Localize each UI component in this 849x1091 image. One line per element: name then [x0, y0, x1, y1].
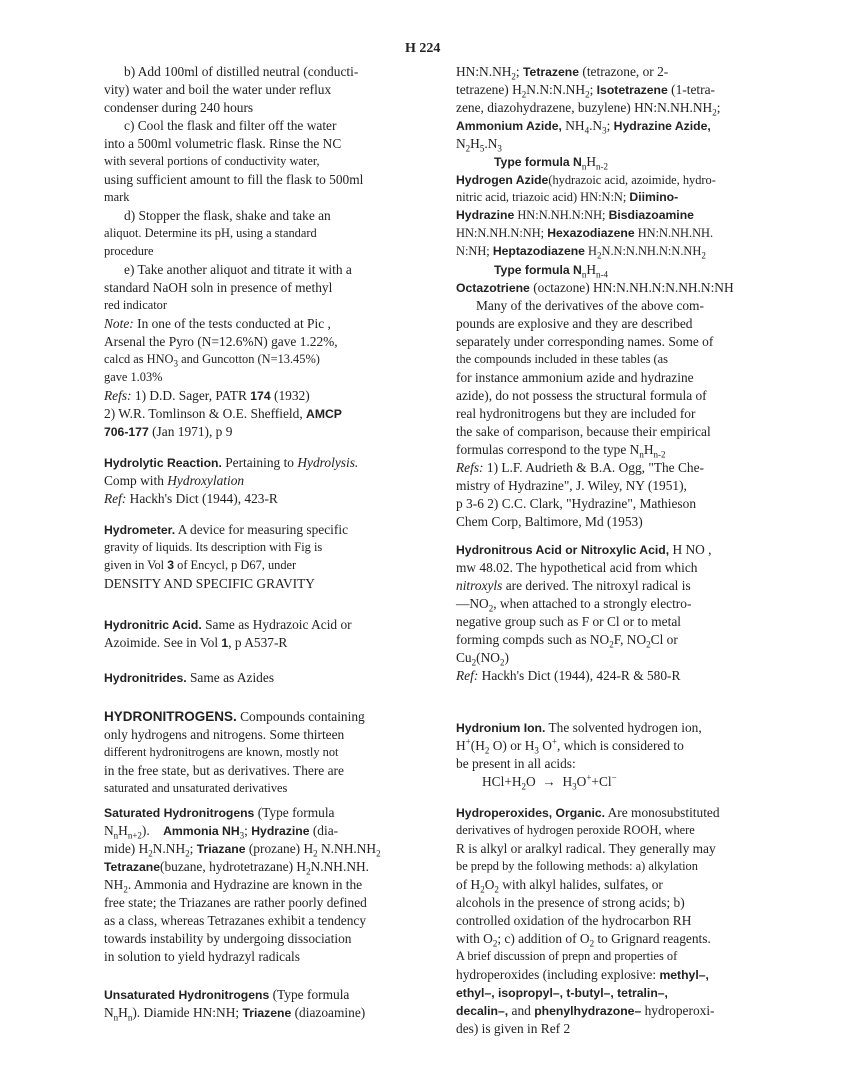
- ref-line: [104, 490, 278, 507]
- entry-text: (buzane, hydrotetrazane) H: [160, 859, 307, 874]
- amcp-label: AMCP: [306, 407, 342, 421]
- text-line: separately under corresponding names. Some of: [456, 334, 714, 349]
- text-line: c) Cool the flask and filter off the water: [124, 118, 337, 133]
- text-line: tetrazene) $H_2N.N:N.NH_2$; Isotetrazene (1-tetra-: [456, 82, 716, 100]
- text-line: mistry of Hydrazine", J. Wiley, NY (1951),: [456, 478, 687, 493]
- entry-text: The solvented hydrogen ion,: [548, 720, 702, 735]
- entry-term: Saturated Hydronitrogens: [104, 806, 255, 820]
- triazane-label: Triazane: [196, 842, 246, 856]
- text-line: p 3-6 2) C.C. Clark, "Hydrazine", Mathieson: [456, 496, 697, 511]
- entry-text: (Type formula: [272, 987, 350, 1002]
- text-line: procedure: [104, 244, 154, 258]
- text-line: derivatives of hydrogen peroxide ROOH, where: [456, 823, 695, 837]
- entry-hydronitrous: [456, 541, 712, 559]
- text-line: [456, 225, 713, 242]
- cross-ref: nitroxyls: [456, 578, 503, 593]
- text-line: alcohols in the presence of strong acids; b): [456, 895, 685, 910]
- entry-text: Diamide HN:NH;: [143, 1005, 240, 1020]
- text-line: condenser during 240 hours: [104, 100, 254, 115]
- entry-text: Comp with: [104, 473, 164, 488]
- triazene-label: Triazene: [242, 1006, 292, 1020]
- text-line: DENSITY AND SPECIFIC GRAVITY: [104, 576, 315, 591]
- text-line: in solution to yield hydrazyl radicals: [104, 949, 300, 964]
- amcp-number: 706-177: [104, 425, 149, 439]
- text-line: [456, 207, 694, 224]
- entry-term: Hydroperoxides, Organic.: [456, 806, 605, 820]
- ref-text: 2) W.R. Tomlinson & O.E. Sheffield,: [104, 406, 303, 421]
- ref-line: [104, 387, 310, 405]
- text-line: [104, 634, 287, 652]
- text-line: be present in all acids:: [456, 756, 576, 771]
- text-line: Ammonium Azide, $NH_4.N_3$; Hydrazine Azide,: [456, 118, 711, 136]
- ref-text: Hackh's Dict (1944), 424-R & 580-R: [481, 668, 681, 683]
- text-line: [104, 472, 244, 489]
- entry-text: nitric acid, triazoic acid) HN:N:N;: [456, 190, 627, 204]
- entry-text: HN:N.NH.N:NH;: [456, 226, 545, 240]
- entry-text: Same as Azides: [189, 670, 275, 685]
- type-formula-heading: Type formula $N_nH_{n-2}$: [494, 154, 608, 172]
- heptazodiazene-label: Heptazodiazene: [492, 244, 585, 258]
- diimino-label: Diimino-: [629, 190, 679, 204]
- ref-text: Hackh's Dict (1944), 423-R: [129, 491, 278, 506]
- text-line: $Cu_2(NO_2)$: [456, 650, 509, 668]
- type-formula-label: Type formula N: [494, 155, 582, 169]
- hydrazine-label: Hydrazine: [456, 208, 515, 222]
- entry-text: mide) H: [104, 841, 149, 856]
- entry-text: A device for measuring specific: [177, 522, 349, 537]
- entry-text: Same as Hydrazoic Acid or: [205, 617, 352, 632]
- text-line: R is alkyl or aralkyl radical. They generally may: [456, 841, 716, 856]
- text-line: [456, 189, 678, 206]
- note-line: [104, 315, 331, 332]
- text-line: with several portions of conductivity water,: [104, 154, 320, 168]
- cross-ref: Hydroxylation: [167, 473, 245, 488]
- entry-text: of Encycl, p D67, under: [177, 558, 297, 572]
- entry-text: (diazoamine): [294, 1005, 366, 1020]
- text-line: gravity of liquids. Its description with Fig is: [104, 540, 323, 554]
- entry-hydrolytic: [104, 454, 358, 472]
- compound-label: decalin–,: [456, 1004, 509, 1018]
- text-line: [456, 966, 709, 984]
- ammonium-azide-label: Ammonium Azide,: [456, 119, 562, 133]
- text-line: for instance ammonium azide and hydrazine: [456, 370, 694, 385]
- text-line: only hydrogens and nitrogens. Some thirteen: [104, 727, 345, 742]
- equation: $HCl+H_2O \to H_3O^++Cl^-$: [482, 772, 617, 792]
- ref-text: (Jan 1971), p 9: [152, 424, 233, 439]
- entry-text: H NO ,: [672, 542, 712, 557]
- ref-text: 1) D.D. Sager, PATR: [134, 388, 247, 403]
- text-line: the sake of comparison, because their empirical: [456, 424, 711, 439]
- text-line: red indicator: [104, 298, 167, 312]
- type-formula-label: Type formula N: [494, 263, 582, 277]
- entry-text: given in Vol: [104, 558, 165, 572]
- text-line: [456, 171, 716, 189]
- isotetrazene-label: Isotetrazene: [596, 83, 668, 97]
- entry-text: HN:N.NH.N:NH;: [517, 208, 606, 222]
- entry-text: (Type formula: [257, 805, 335, 820]
- text-line: gave 1.03%: [104, 370, 163, 384]
- text-line: mide) $H_2N.NH_2$; Triazane (prozane) $H_2$ $N.NH.NH_2$: [104, 841, 381, 859]
- text-line: [456, 577, 691, 594]
- text-line: $N_nH_{n+2}$). Ammonia $NH_3$; Hydrazine (dia-: [104, 823, 339, 841]
- text-line: real hydronitrogens but they are included for: [456, 406, 696, 421]
- entry-text: (octazone) HN:N.NH.N:N.NH.N:NH: [533, 280, 734, 295]
- hydrazine-azide-label: Hydrazine Azide,: [613, 119, 711, 133]
- entry-term: HYDRONITROGENS.: [104, 709, 237, 724]
- compound-label: methyl–,: [659, 968, 709, 982]
- text-line: [456, 984, 668, 1002]
- text-line: $—NO_2$, when attached to a strongly electro-: [456, 596, 692, 614]
- text-line: of $H_2O_2$ with alkyl halides, sulfates, or: [456, 877, 663, 895]
- text-line: zene, diazohydrazene, buzylene) $HN:N.NH.NH_2$;: [456, 100, 721, 118]
- text-line: mw 48.02. The hypothetical acid from which: [456, 560, 698, 575]
- text-line: Arsenal the Pyro (N=12.6%N) gave 1.22%,: [104, 334, 338, 349]
- text-line: pounds are explosive and they are described: [456, 316, 693, 331]
- page-number: H 224: [405, 41, 441, 56]
- entry-hydronium: [456, 719, 702, 737]
- text-line: vity) water and boil the water under reflux: [104, 82, 332, 97]
- text-line: $H^+(H_2$ O) or $H_3$ O+, which is considered to: [456, 736, 684, 756]
- ref-label: Ref:: [456, 668, 479, 683]
- entry-text: Compounds containing: [240, 709, 365, 724]
- tetrazane-label: Tetrazane: [104, 860, 160, 874]
- ref-line: [104, 423, 232, 441]
- text-line: $HN:N.NH_2$; Tetrazene (tetrazone, or 2-: [456, 64, 669, 82]
- text-line: using sufficient amount to fill the flask to 500ml: [104, 172, 364, 187]
- cross-ref: Hydrolysis.: [297, 455, 359, 470]
- text-line: with $O_2$; c) addition of $O_2$ to Grignard reagents.: [456, 931, 711, 949]
- text-line: [456, 279, 734, 297]
- text-line: b) Add 100ml of distilled neutral (conducti-: [124, 64, 359, 79]
- text-line: e) Take another aliquot and titrate it with a: [124, 262, 352, 277]
- ref-line: [456, 459, 704, 476]
- entry-text: which is considered to: [563, 738, 684, 753]
- entry-term: Hydrometer.: [104, 523, 176, 537]
- text-line: in the free state, but as derivatives. There are: [104, 763, 344, 778]
- vol-number: 3: [167, 558, 175, 572]
- text-line: Many of the derivatives of the above com-: [476, 298, 704, 313]
- entry-hydronitrogens: [104, 708, 365, 725]
- text-line: calcd as $HNO_3$ and Guncotton (N=13.45%): [104, 352, 320, 369]
- ref-volume: 174: [250, 389, 271, 403]
- text-line: $NH_2$. Ammonia and Hydrazine are known in the: [104, 877, 363, 895]
- entry-text: c) addition of O: [504, 931, 590, 946]
- ref-year: (1932): [273, 388, 310, 403]
- compound-label: t-butyl–,: [566, 986, 614, 1000]
- text-line: towards instability by undergoing dissociation: [104, 931, 352, 946]
- entry-text: Pertaining to: [225, 455, 295, 470]
- text-line: A brief discussion of prepn and properties of: [456, 949, 678, 963]
- ref-line: [104, 405, 342, 423]
- text-line: Chem Corp, Baltimore, Md (1953): [456, 514, 643, 529]
- text-line: as a class, whereas Tetrazanes exhibit a tendency: [104, 913, 367, 928]
- saturated-heading: [104, 804, 334, 822]
- refs-label: Refs:: [104, 388, 132, 403]
- entry-text: , when attached to a strongly electro-: [493, 596, 692, 611]
- entry-text: tetrazene) H: [456, 82, 522, 97]
- entry-text: N:NH;: [456, 244, 490, 258]
- text-line: negative group such as F or Cl or to metal: [456, 614, 681, 629]
- entry-term: Hydronitrides.: [104, 671, 187, 685]
- entry-text: , p A537-R: [228, 635, 288, 650]
- entry-term: Hydronium Ion.: [456, 721, 546, 735]
- text-line: forming compds such as $NO_2F$, $NO_2Cl$ or: [456, 632, 678, 650]
- entry-hydronitrides: [104, 669, 274, 687]
- ref-line: [456, 667, 680, 684]
- entry-hydrometer: [104, 521, 348, 539]
- note-label: Note:: [104, 316, 134, 331]
- compound-label: ethyl–,: [456, 986, 495, 1000]
- entry-text: Are monosubstituted: [607, 805, 720, 820]
- compound-label: phenylhydrazone–: [534, 1004, 642, 1018]
- entry-text: (hydrazoic acid, azoimide, hydro-: [548, 173, 716, 187]
- text-line: des) is given in Ref 2: [456, 1021, 571, 1036]
- bisdiazoamine-label: Bisdiazoamine: [608, 208, 694, 222]
- entry-text: hydroperoxi-: [644, 1003, 715, 1018]
- entry-hydronitric: [104, 616, 352, 634]
- entry-text: hydroperoxides (including explosive:: [456, 967, 657, 982]
- octazotriene-label: Octazotriene: [456, 281, 530, 295]
- text-line: free state; the Triazanes are rather poorly defined: [104, 895, 367, 910]
- text-line: formulas correspond to the type $N_nH_{n-2}$: [456, 442, 666, 460]
- text-line: azide), do not possess the structural formula of: [456, 388, 707, 403]
- note-text: In one of the tests conducted at Pic ,: [137, 316, 331, 331]
- text-line: Tetrazane(buzane, hydrotetrazane) $H_2N.NH.NH$.: [104, 859, 370, 877]
- unsaturated-heading: [104, 986, 349, 1004]
- text-line: d) Stopper the flask, shake and take an: [124, 208, 331, 223]
- text-line: [104, 557, 296, 574]
- calcd-text: calcd as HNO: [104, 352, 174, 366]
- vol-number: 1: [221, 636, 229, 650]
- text-line: different hydronitrogens are known, mostly not: [104, 745, 339, 759]
- ref-text: 1) L.F. Audrieth & B.A. Ogg, "The Che-: [486, 460, 705, 475]
- entry-text: formulas correspond to the type N: [456, 442, 640, 457]
- entry-text: zene, diazohydrazene, buzylene) HN:N.NH.NH: [456, 100, 713, 115]
- text-line: be prepd by the following methods: a) alkylation: [456, 859, 698, 873]
- ref-label: Ref:: [104, 491, 127, 506]
- entry-text: forming compds such as NO: [456, 632, 610, 647]
- text-line: aliquot. Determine its pH, using a standard: [104, 226, 317, 240]
- hexazodiazene-label: Hexazodiazene: [547, 226, 635, 240]
- text-line: standard NaOH soln in presence of methyl: [104, 280, 333, 295]
- entry-text: and: [511, 1003, 531, 1018]
- entry-text: are derived. The nitroxyl radical is: [505, 578, 691, 593]
- entry-term: Hydronitric Acid.: [104, 618, 202, 632]
- compound-label: tetralin–,: [617, 986, 668, 1000]
- entry-term: Hydronitrous Acid or Nitroxylic Acid,: [456, 543, 670, 557]
- entry-text: Azoimide. See in Vol: [104, 635, 219, 650]
- text-line: mark: [104, 190, 130, 204]
- entry-text: (prozane) H: [248, 841, 314, 856]
- entry-text: (1-tetra-: [671, 82, 716, 97]
- entry-text: HN:N.NH.NH.: [637, 226, 714, 240]
- entry-text: to Grignard reagents.: [597, 931, 711, 946]
- entry-text: . Ammonia and Hydrazine are known in the: [127, 877, 363, 892]
- entry-text: (tetrazone, or 2-: [582, 64, 669, 79]
- text-line: $N_2H_5.N_3$: [456, 136, 502, 154]
- tetrazene-label: Tetrazene: [523, 65, 579, 79]
- compound-label: isopropyl–,: [497, 986, 563, 1000]
- entry-term: Unsaturated Hydronitrogens: [104, 988, 270, 1002]
- guncotton-text: and Guncotton (N=13.45%): [181, 352, 320, 366]
- text-line: into a 500ml volumetric flask. Rinse the NC: [104, 136, 342, 151]
- type-formula-heading: Type formula $N_nH_{n-4}$: [494, 262, 608, 280]
- entry-hydroperoxides: [456, 804, 720, 822]
- entry-text: (dia-: [312, 823, 339, 838]
- entry-term: Hydrolytic Reaction.: [104, 456, 222, 470]
- hydrazine-label: Hydrazine: [251, 824, 310, 838]
- text-line: $N_nH_n$). Diamide HN:NH; Triazene (diazoamine): [104, 1005, 366, 1023]
- text-line: [456, 1002, 715, 1020]
- entry-text: with alkyl halides, sulfates, or: [502, 877, 663, 892]
- ammonia-label: Ammonia NH: [163, 824, 240, 838]
- text-line: saturated and unsaturated derivatives: [104, 781, 288, 795]
- text-line: controlled oxidation of the hydrocarbon RH: [456, 913, 692, 928]
- hydrogen-azide-label: Hydrogen Azide: [456, 173, 549, 187]
- refs-label: Refs:: [456, 460, 484, 475]
- text-line: N:NH; Heptazodiazene $H_2N.N:N.NH.N:N.NH_2$: [456, 244, 706, 261]
- text-line: the compounds included in these tables (as: [456, 352, 668, 366]
